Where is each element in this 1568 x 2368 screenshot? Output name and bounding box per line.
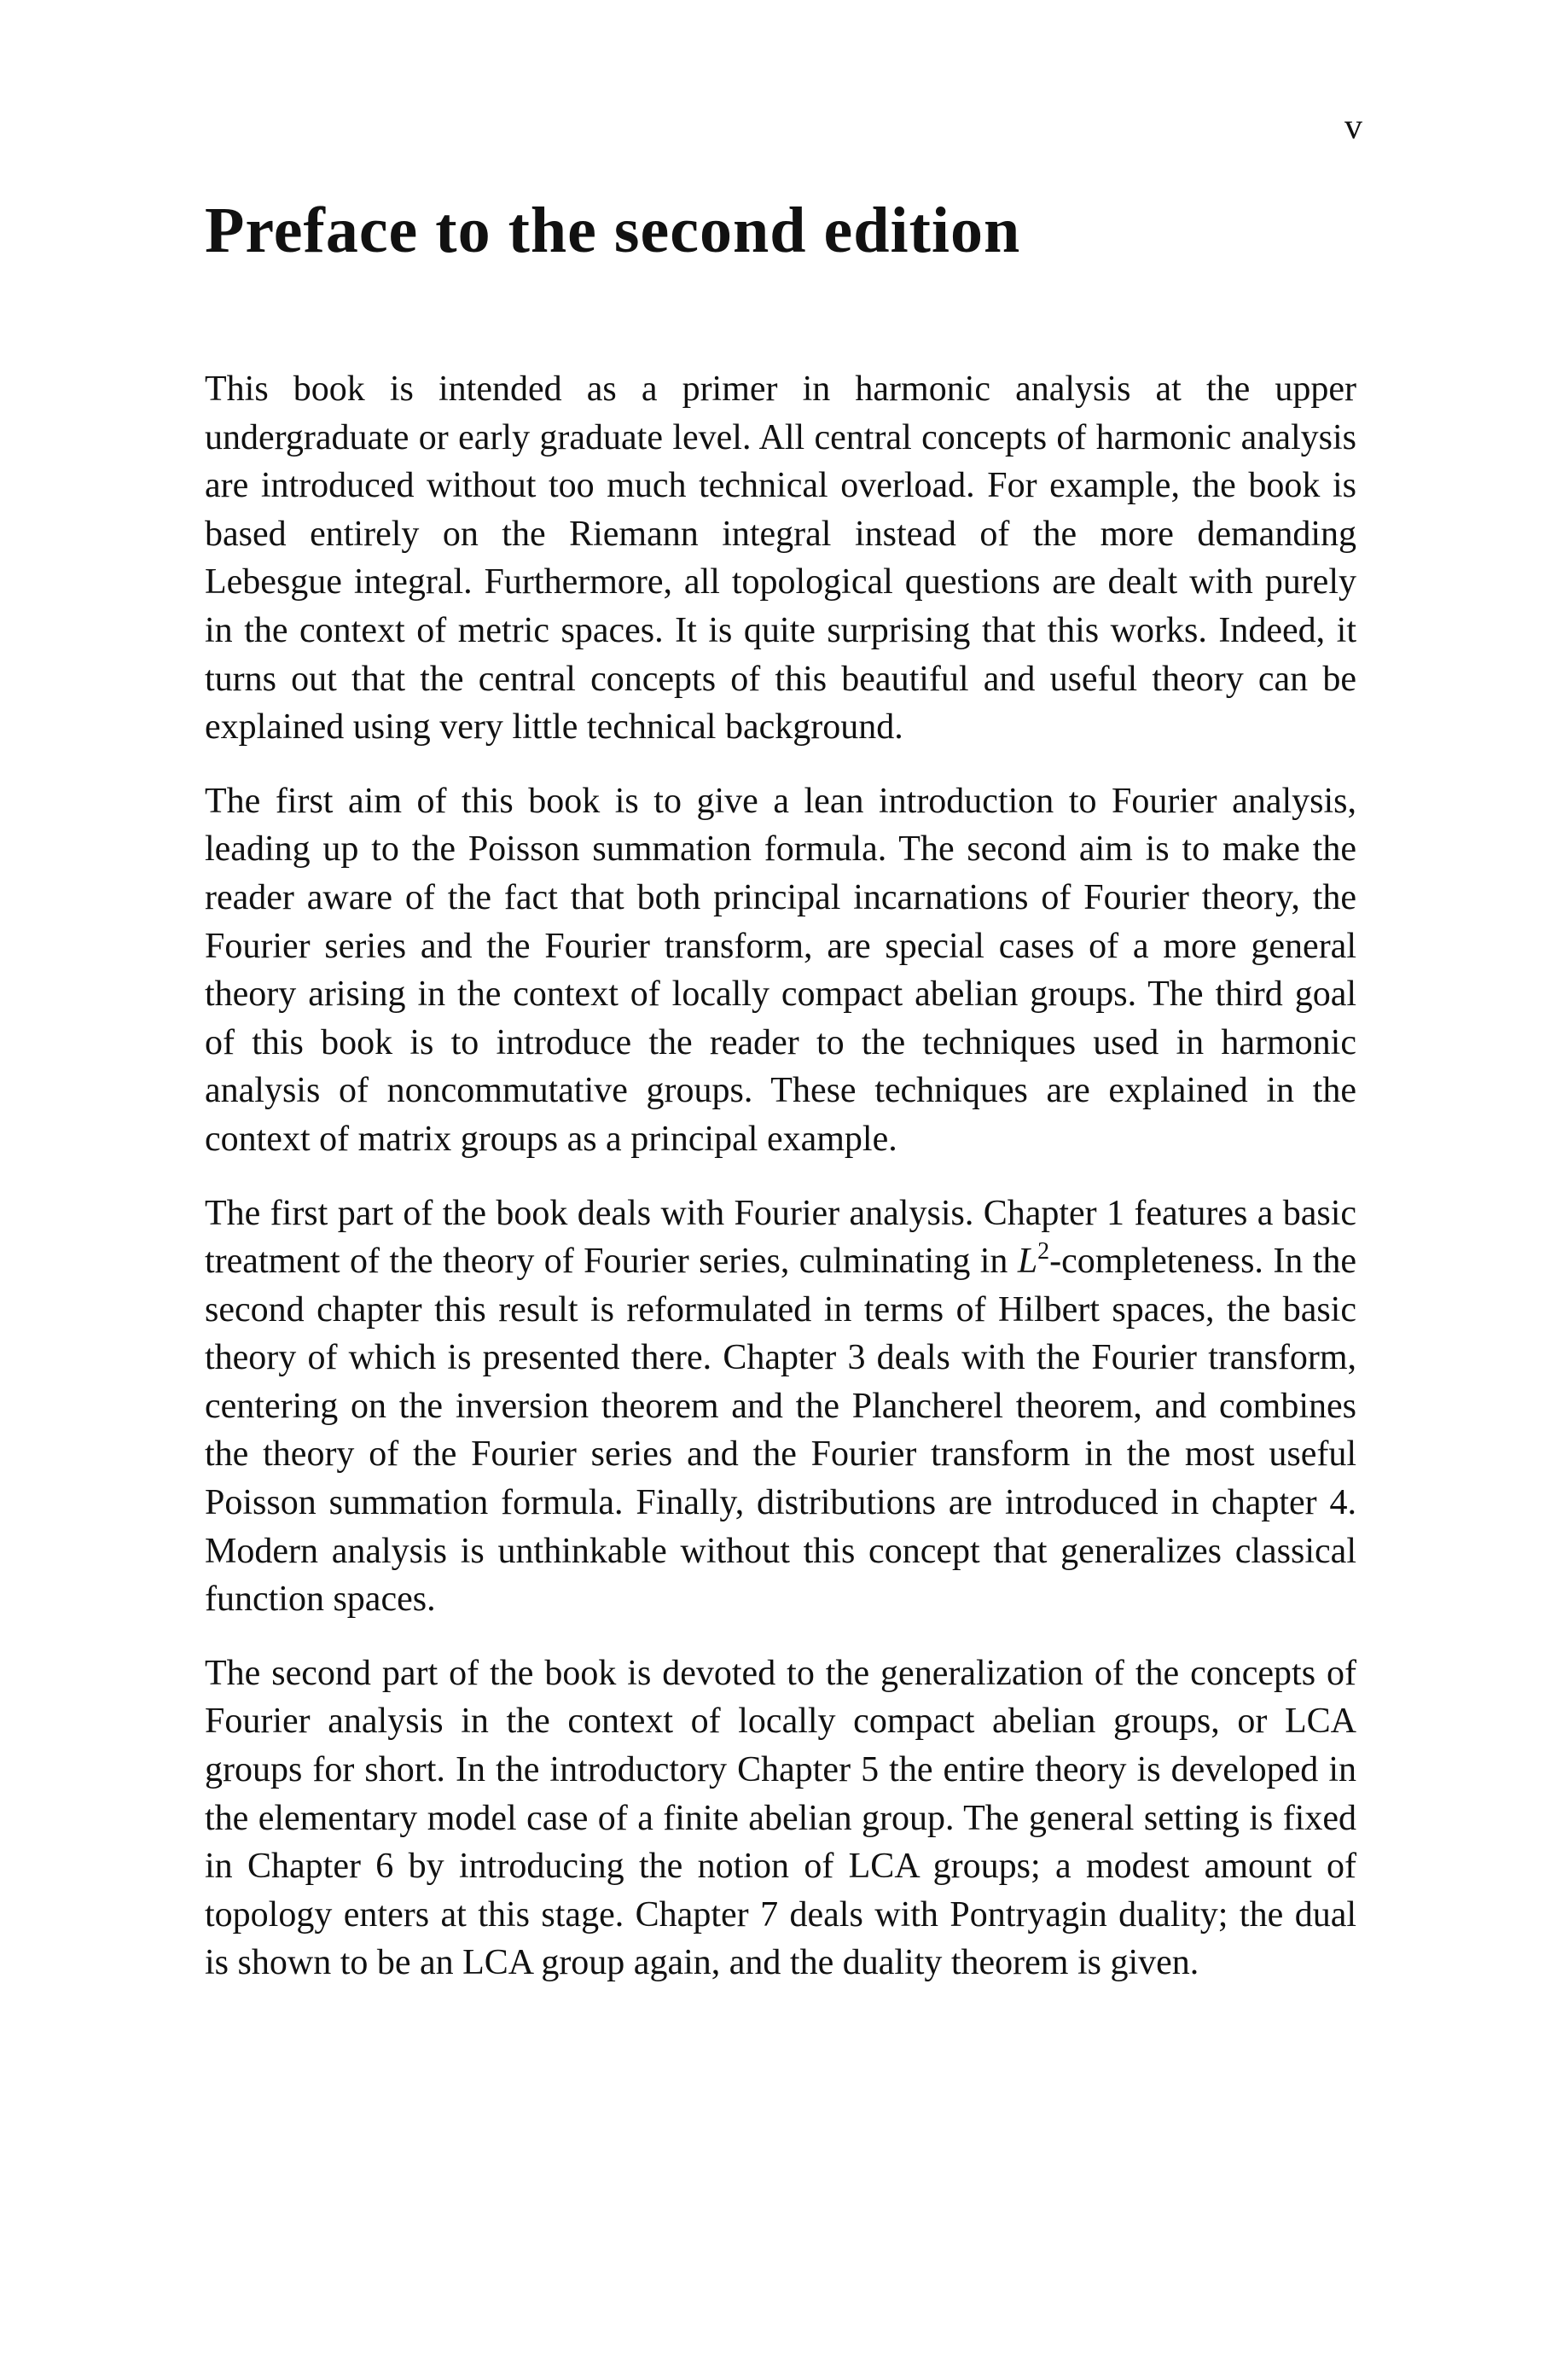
page-number: v xyxy=(1344,108,1362,147)
paragraph-3-text-before: The first part of the book deals with Fourier analysis. Chapter 1 features a basic treatment of the theory of Fourier series, culminating in xyxy=(205,1193,1356,1282)
page-title: Preface to the second edition xyxy=(205,195,1021,266)
paragraph-3-text-after: -completeness. In the second chapter this result is reformulated in terms of Hilbert spaces, the basic theory of which is presented there. Chapter 3 deals with the Fourier transform, centering on the inversion theorem and the Plancherel theorem, and combines the theory of the Fourier series and the Fourier transform in the most useful Poisson summation formula. Finally, distributions are introduced in chapter 4. Modern analysis is unthinkable without this concept that generalizes classical function spaces. xyxy=(205,1242,1357,1620)
preface-body xyxy=(205,365,1356,2013)
l2-math-exponent: 2 xyxy=(1037,1238,1050,1265)
l2-math-symbol: L xyxy=(1017,1242,1038,1282)
paragraph-1: This book is intended as a primer in harmonic analysis at the upper undergraduate or early graduate level. All central concepts of harmonic analysis are introduced without too much technical overload. For example, the book is based entirely on the Riemann integral instead of the more demanding Lebesgue integral. Furthermore, all topological questions are dealt with purely in the context of metric spaces. It is quite surprising that this works. Indeed, it turns out that the central concepts of this beautiful and useful theory can be explained using very little technical background. xyxy=(205,369,1356,748)
paragraph-4: The second part of the book is devoted to the generalization of the concepts of Fourier analysis in the context of locally compact abelian groups, or LCA groups for short. In the introductory Chapter 5 the entire theory is developed in the elementary model case of a finite abelian group. The general setting is fixed in Chapter 6 by introducing the notion of LCA groups; a modest amount of topology enters at this stage. Chapter 7 deals with Pontryagin duality; the dual is shown to be an LCA group again, and the duality theorem is given. xyxy=(205,1653,1356,1983)
paragraph-3 xyxy=(205,1190,1356,1624)
paragraph-2: The first aim of this book is to give a lean introduction to Fourier analysis, leading up to the Poisson summation formula. The second aim is to make the reader aware of the fact that both principal incarnations of Fourier theory, the Fourier series and the Fourier transform, are special cases of a more general theory arising in the context of locally compact abelian groups. The third goal of this book is to introduce the reader to the techniques used in harmonic analysis of noncommutative groups. These techniques are explained in the context of matrix groups as a principal example. xyxy=(205,781,1356,1159)
